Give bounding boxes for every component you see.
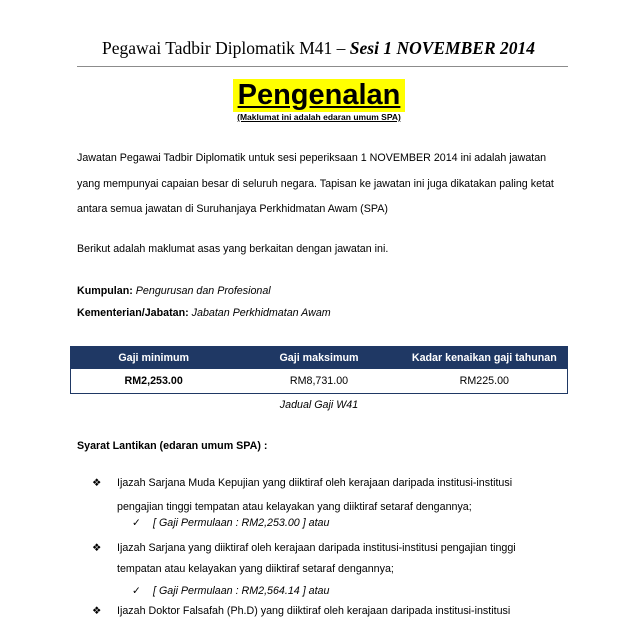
list-item-line: tempatan atau kelayakan yang diiktiraf setaraf dengannya; — [117, 563, 394, 575]
cell-annual-increment: RM225.00 — [459, 375, 509, 387]
list-item-line: pengajian tinggi tempatan atau kelayakan yang diiktiraf setaraf dengannya; — [117, 501, 472, 513]
header-title: Pegawai Tadbir Diplomatik M41 – — [101, 38, 346, 58]
intro-note: Berikut adalah maklumat asas yang berkaitan dengan jawatan ini. — [77, 243, 389, 255]
cell-min-salary: RM2,253.00 — [124, 375, 183, 387]
check-icon — [132, 516, 141, 530]
detail-group-label: Kumpulan: — [77, 285, 133, 297]
column-header-min-salary: Gaji minimum — [118, 352, 189, 364]
detail-group — [77, 284, 271, 298]
column-header-annual-increment: Kadar kenaikan gaji tahunan — [411, 352, 557, 364]
column-header-max-salary: Gaji maksimum — [279, 352, 359, 364]
diamond-bullet-icon — [92, 604, 101, 618]
salary-table — [70, 346, 568, 394]
detail-group-value: Pengurusan dan Profesional — [135, 285, 271, 297]
header-session: Sesi 1 NOVEMBER 2014 — [349, 38, 536, 58]
intro-line: Jawatan Pegawai Tadbir Diplomatik untuk sesi peperiksaan 1 NOVEMBER 2014 ini adalah jawatan — [77, 152, 547, 164]
check-icon — [132, 584, 141, 598]
page-subtitle: (Maklumat ini adalah edaran umum SPA) — [237, 112, 401, 122]
list-item-line: Ijazah Sarjana Muda Kepujian yang diiktiraf oleh kerajaan daripada institusi-institusi — [117, 477, 513, 489]
page-title-text: Pengenalan — [237, 79, 401, 111]
detail-ministry-value: Jabatan Perkhidmatan Awam — [191, 307, 331, 319]
list-subitem-text: [ Gaji Permulaan : RM2,564.14 ] atau — [153, 585, 330, 597]
table-caption: Jadual Gaji W41 — [279, 399, 359, 411]
intro-line: yang mempunyai capaian besar di seluruh negara. Tapisan ke jawatan ini juga dikatakan paling ketat — [77, 178, 554, 190]
intro-line: antara semua jawatan di Suruhanjaya Perkhidmatan Awam (SPA) — [77, 203, 388, 215]
list-item-line: Ijazah Sarjana yang diiktiraf oleh kerajaan daripada institusi-institusi pengajian tinggi — [117, 542, 516, 554]
cell-max-salary: RM8,731.00 — [289, 375, 349, 387]
requirements-heading: Syarat Lantikan (edaran umum SPA) : — [77, 440, 268, 452]
detail-ministry-label: Kementerian/Jabatan: — [77, 307, 189, 319]
list-subitem-text: [ Gaji Permulaan : RM2,253.00 ] atau — [153, 517, 330, 529]
diamond-bullet-icon — [92, 541, 101, 555]
page-title — [233, 79, 405, 112]
document-header — [0, 37, 637, 59]
diamond-bullet-icon — [92, 476, 101, 490]
detail-ministry — [77, 306, 331, 320]
table-header-row — [71, 347, 567, 369]
table-row — [71, 369, 567, 393]
header-divider — [77, 66, 568, 67]
list-item-line: Ijazah Doktor Falsafah (Ph.D) yang diiktiraf oleh kerajaan daripada institusi-institusi — [117, 605, 511, 617]
